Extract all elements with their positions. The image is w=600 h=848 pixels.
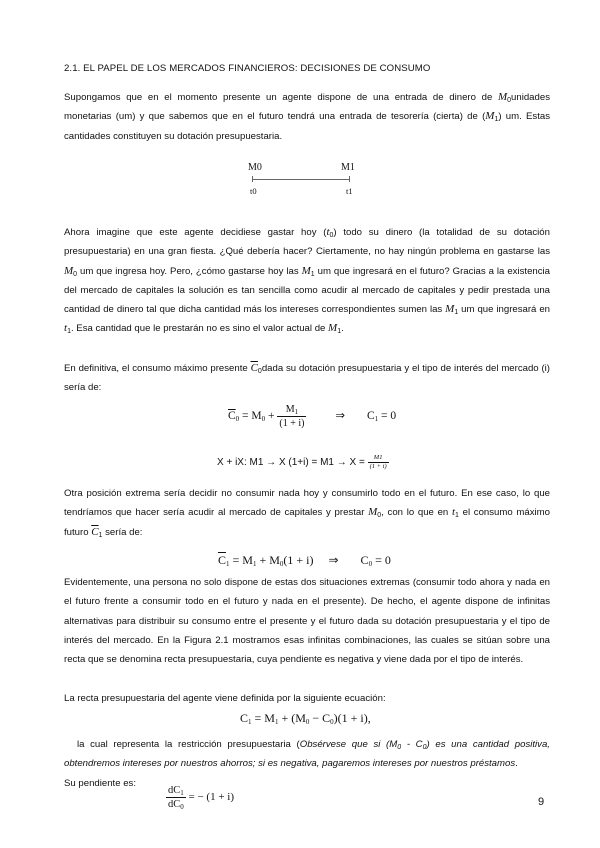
p3-text-b: dada su dotación presupuestaria y el tipo de interés del mercado (i) sería de: xyxy=(64,363,550,394)
eq1-rhs: C xyxy=(366,410,375,423)
timeline-line xyxy=(252,179,350,180)
paragraph-6: La recta presupuestaria del agente viene definida por la siguiente ecuación: xyxy=(64,693,386,704)
p3-c0-sub: 0 xyxy=(257,368,262,375)
eq1-frac-num-sub: 1 xyxy=(294,408,299,416)
eq4-d-sub: 0 xyxy=(330,718,334,726)
eq4-a-sub: 1 xyxy=(248,718,252,726)
eq1-rhs-val: = 0 xyxy=(378,410,397,423)
paragraph-1 xyxy=(64,88,550,146)
eq5-den-sub: 0 xyxy=(180,803,184,811)
eq2-frac-num: M1 xyxy=(368,454,389,463)
equation-2 xyxy=(217,454,389,471)
p2-text-g: . xyxy=(341,323,344,335)
p7-text-a: la cual representa la restricción presupuestaria ( xyxy=(77,739,300,750)
p2-m0-sub: 0 xyxy=(73,270,78,278)
eq3-lhs-sub: 1 xyxy=(226,560,230,568)
p7-text-e: . xyxy=(515,758,518,770)
timeline-label-t1: t1 xyxy=(346,186,353,196)
page-number: 9 xyxy=(538,796,545,808)
p1-text-c: ) um. Estas cantidades constituyen su dotación presupuestaria. xyxy=(64,111,551,142)
timeline-tick-left xyxy=(252,176,253,182)
eq4-e: )(1 + i), xyxy=(333,711,371,725)
eq3-lhs: $\overline{C}$ xyxy=(218,553,227,567)
eq1-lhs-sub: 0 xyxy=(235,415,240,424)
eq1-frac-num-text: M xyxy=(285,404,295,415)
eq4-b: = M xyxy=(251,711,275,725)
p2-m0: M xyxy=(64,264,74,277)
p1-m1: M xyxy=(485,110,495,123)
eq2-text: X + iX: M1 → X (1+i) = M1 → X = xyxy=(217,457,368,469)
p2-m1c-sub: 1 xyxy=(337,328,342,336)
timeline-label-m0: M0 xyxy=(248,162,262,173)
p7-text-c: - C xyxy=(401,739,423,750)
timeline-label-m1: M1 xyxy=(341,162,355,173)
p7-text-b-sub: 0 xyxy=(397,744,402,751)
p4-t1-sub: 1 xyxy=(455,512,459,520)
p2-text-f: . Esa cantidad que le prestarán no es sino el valor actual de xyxy=(70,323,329,335)
p2-t0-sub: 0 xyxy=(329,232,334,239)
p2-text-b: ) todo su dinero (la totalidad de su dotación presupuestaria) en una gran fiesta. ¿Qué debería hacer? Ciertamente, no hay ningún problema en gastarse las xyxy=(64,227,550,258)
eq1-plus: + xyxy=(265,410,278,423)
equation-5 xyxy=(166,784,234,811)
eq3-rhs-sub: 0 xyxy=(368,560,373,568)
eq3-body2-sub: 0 xyxy=(279,560,284,568)
p2-m1c: M xyxy=(328,322,338,335)
paragraph-8: Su pendiente es: xyxy=(64,778,137,789)
eq1-implies-arrow: ⇒ xyxy=(335,410,345,423)
eq1-frac-num xyxy=(277,403,306,417)
eq4-b-sub: 1 xyxy=(274,718,279,726)
p4-text-c: el consumo máximo futuro xyxy=(64,507,550,538)
p2-m1-sub: 1 xyxy=(310,270,315,278)
eq5-den xyxy=(166,798,186,811)
eq2-fraction xyxy=(368,454,389,471)
eq3-body: = M xyxy=(229,553,253,567)
p4-c1-sub: 1 xyxy=(98,531,103,539)
paragraph-5: Evidentemente, una persona no solo dispone de estas dos situaciones extremas (consumir todo ahora y nada en el futuro frente a consumir todo en el futuro y nada en el presente). De hecho, el agente dispone de infinitas alternativas para distribuir su consumo entre el presente y el futuro dada su dotación presupuestaria y el tipo de interés del mercado. En la Figura 2.1 mostramos esas infinitas combinaciones, las cuales se sitúan sobre una recta que se denomina recta presupuestaria, cuya pendiente es negativa y viene dada por el tipo de interés. xyxy=(64,577,550,666)
eq4-c: + (M xyxy=(278,711,306,725)
eq5-fraction xyxy=(166,784,186,811)
timeline-tick-right xyxy=(349,176,350,182)
eq1-mid: = M xyxy=(239,410,262,423)
eq5-rhs: = − (1 + i) xyxy=(185,791,235,804)
eq1-rhs-sub: 1 xyxy=(374,415,379,424)
eq4-c-sub: 0 xyxy=(305,718,310,726)
p1-m0: M xyxy=(497,91,508,103)
p2-m1: M xyxy=(301,264,311,277)
eq3-rhs-val: = 0 xyxy=(372,553,391,567)
p2-m1b: M xyxy=(445,303,455,316)
eq1-lhs: $\overline{C}$ xyxy=(228,410,236,423)
eq5-den-text: dC xyxy=(168,799,181,810)
p4-text-d: sería de: xyxy=(102,526,143,538)
section-heading: 2.1. EL PAPEL DE LOS MERCADOS FINANCIEROS: DECISIONES DE CONSUMO xyxy=(64,63,431,74)
p3-text-a: En definitiva, el consumo máximo presente xyxy=(64,363,251,374)
paragraph-3 xyxy=(64,359,550,398)
eq4-a: C xyxy=(240,711,249,725)
p2-m1b-sub: 1 xyxy=(454,309,459,317)
p4-text-b: , con lo que en xyxy=(381,507,452,519)
p7-text-c-sub: 0 xyxy=(422,744,427,751)
paragraph-2 xyxy=(64,223,550,339)
p1-text-b: unidades monetarias (um) y que sabemos que en el futuro tendrá una entrada de tesorería (cierta) de ( xyxy=(64,92,550,123)
timeline-diagram xyxy=(240,160,370,200)
timeline-label-t0: t0 xyxy=(250,186,257,196)
equation-3 xyxy=(218,553,391,568)
eq5-num-sub: 1 xyxy=(180,789,184,797)
eq4-d: − C xyxy=(309,711,331,725)
p1-m1-sub: 1 xyxy=(494,116,499,124)
p1-m0-sub: 0 xyxy=(507,97,512,104)
p7-text-b: Obsérvese que si (M xyxy=(299,739,398,750)
p2-text-c: um que ingresa hoy. Pero, ¿cómo gastarse hoy las xyxy=(77,265,302,277)
p2-text-d: um que ingresará en el futuro? Gracias a la existencia del mercado de capitales la solución es tan sencilla como acudir al mercado de capitales y pedir prestada una cantidad de dinero tal que dicha cantidad más los intereses correspondientes sumen las xyxy=(64,265,551,316)
eq1-fraction xyxy=(277,403,306,430)
paragraph-4 xyxy=(64,484,550,542)
p4-c1: $\overline{C}$ xyxy=(91,525,99,538)
p4-m0: M xyxy=(368,506,378,519)
p7-text-d: ) es una cantidad positiva, obtendremos intereses por nuestros ahorros; si es negativa, pagaremos intereses por nuestros préstamos xyxy=(64,739,550,770)
p4-t1: t xyxy=(451,506,456,519)
p2-t0: t xyxy=(326,226,330,238)
p3-c0: $\overline{C}$ xyxy=(250,362,258,374)
eq5-num xyxy=(166,784,186,798)
p4-m0-sub: 0 xyxy=(377,512,382,520)
eq3-body3: (1 + i) xyxy=(283,553,314,567)
equation-4 xyxy=(240,711,371,726)
p4-text-a: Otra posición extrema sería decidir no consumir nada hoy y consumirlo todo en el futuro. En ese caso, lo que tendríamos que hacer sería acudir al mercado de capitales y prestar xyxy=(64,488,550,519)
eq3-body2: + M xyxy=(256,553,280,567)
eq3-body-sub: 1 xyxy=(252,560,257,568)
eq3-rhs: C xyxy=(360,553,369,567)
eq5-num-text: dC xyxy=(168,785,181,796)
eq2-frac-den: (1 + i) xyxy=(369,463,387,470)
paragraph-7 xyxy=(64,735,550,774)
p2-text-a: Ahora imagine que este agente decidiese gastar hoy ( xyxy=(64,227,327,238)
p2-text-e: um que ingresará en xyxy=(458,304,550,316)
p2-t1-sub: 1 xyxy=(67,328,71,336)
eq3-implies-arrow: ⇒ xyxy=(328,553,339,567)
eq1-mid-sub: 0 xyxy=(261,415,266,424)
p2-t1: t xyxy=(64,322,68,335)
p1-text-a: Supongamos que en el momento presente un agente dispone de una entrada de dinero de xyxy=(64,92,498,103)
equation-1 xyxy=(228,403,396,430)
eq1-frac-den: (1 + i) xyxy=(279,418,305,429)
